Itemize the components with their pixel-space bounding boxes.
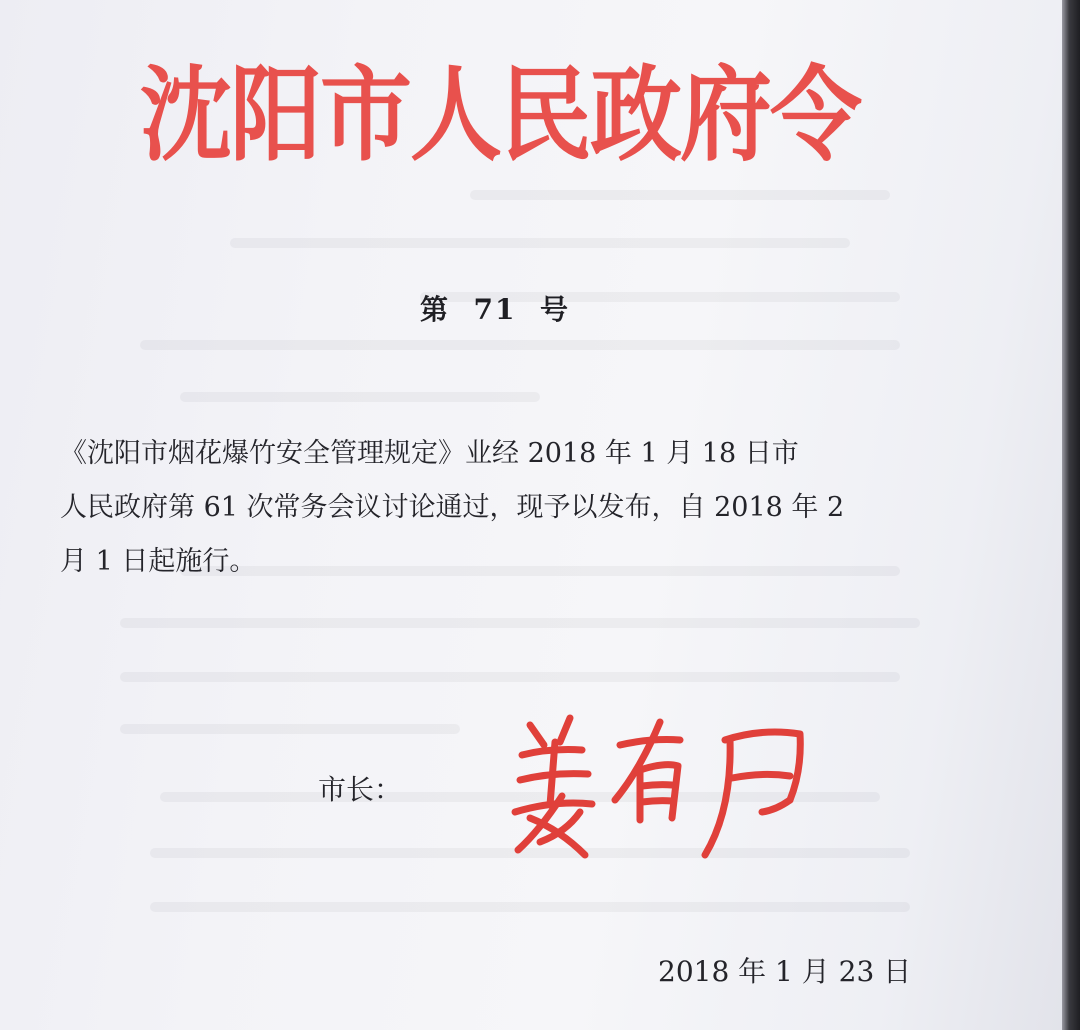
issue-date: 2018 年 1 月 23 日 bbox=[658, 955, 912, 988]
mayor-signature bbox=[500, 700, 820, 870]
order-number: 第 71 号 bbox=[420, 293, 570, 326]
body-line: 月 1 日起施行。 bbox=[60, 546, 257, 577]
mayor-label: 市长： bbox=[318, 773, 403, 806]
announcement-body bbox=[60, 427, 920, 589]
document-title: 沈阳市人民政府令 bbox=[140, 54, 861, 176]
body-line: 《沈阳市烟花爆竹安全管理规定》业经 2018 年 1 月 18 日市 bbox=[60, 438, 799, 469]
body-line: 人民政府第 61 次常务会议讨论通过，现予以发布，自 2018 年 2 bbox=[60, 492, 845, 523]
page-edge-shadow bbox=[1062, 0, 1080, 1030]
